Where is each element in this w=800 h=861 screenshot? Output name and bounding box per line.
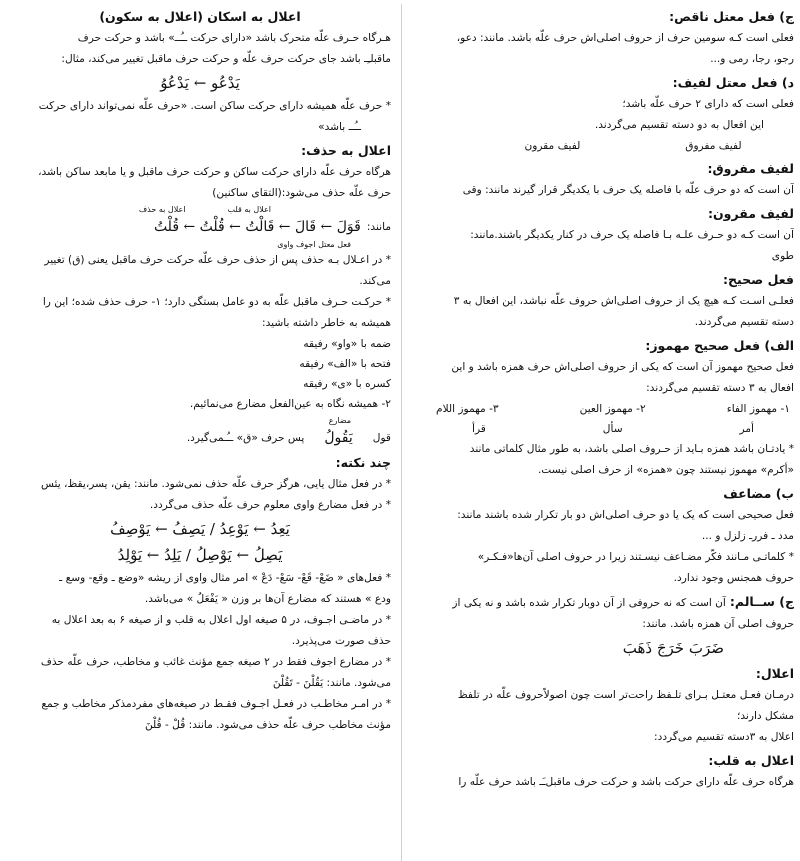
paragraph: فعلـی اسـت کـه هیچ یک از حروف اصلی‌اش حروف علّه نباشد، این افعال به ۳ bbox=[453, 295, 794, 307]
mahmuz-type: ۲- مهموز العین bbox=[579, 403, 646, 415]
paragraph: دسته تقسیم می‌گردند. bbox=[694, 316, 794, 328]
mahmuz-example: قرأ bbox=[472, 423, 486, 435]
paragraph: * در فعل مثال یایی، هرگز حرف علّه حذف نمی‌شود. مانند: یقن، یسر،یقظ، یئس bbox=[41, 478, 391, 490]
section-title-hazf: اعلال به حذف: bbox=[301, 143, 391, 158]
hazf-example-row bbox=[9, 215, 391, 239]
paragraph: * در فعل مضارع واوی معلوم حرف علّه حذف می‌گردد. bbox=[149, 499, 391, 511]
lafif-type: لفیف مفروق bbox=[685, 140, 742, 152]
qawl-text: پس حرف «ق» ــُـمی‌گیرد. bbox=[186, 432, 305, 444]
mahmuz-examples bbox=[412, 419, 794, 439]
hazf-example: قَوَلَ ← قَالَ ← قَالْتُ ← قُلْتُ ← قُلْتُ bbox=[153, 219, 361, 235]
right-column bbox=[402, 4, 794, 861]
paragraph: * در اعـلال بـه حذف پس از حذف حرف علّه حرکت حرف ماقبل یعنی (ق) تغییر bbox=[44, 254, 391, 266]
mahmuz-example: سأل bbox=[602, 423, 623, 435]
section-title-lafif: د) فعل معتل لفیف: bbox=[672, 75, 794, 90]
paragraph: درمـان فعـل معتـل بـرای تلـفظ راحت‌تر است چون اصولاًحروف علّه در تلفظ bbox=[457, 689, 794, 701]
qawl-arabic: يَقُولُ bbox=[324, 430, 353, 446]
paragraph: آن است کـه دو حـرف علـه بـا فاصله یک حرف در کنار یکدیگر باشند.مانند: bbox=[470, 229, 794, 241]
paragraph: ۲- همیشه نگاه به عین‌الفعل مضارع می‌نمائیم. bbox=[189, 398, 391, 410]
salim-examples: ضَرَبَ خَرَجَ ذَهَبَ bbox=[622, 639, 724, 657]
paragraph: مؤنث مخاطب حرف علّه حذف می‌شود. مانند: قُلْ - قُلْنَ bbox=[144, 719, 391, 731]
paragraph: «أکرم» مهموز نیستند چون «همزه» از حرف اصلی نیست. bbox=[537, 464, 794, 476]
lafif-type: لفیف مقرون bbox=[524, 140, 581, 152]
paragraph: این افعال به دو دسته تقسیم می‌گردند. bbox=[594, 119, 764, 131]
paragraph: حروف اصلی آن همزه باشد. مانند: bbox=[642, 618, 794, 630]
iskan-example: يَدْعُو ← يَدْعُوُ bbox=[160, 74, 240, 92]
hazf-caption: فعل معتل اجوف واوی bbox=[277, 240, 351, 249]
section-title-naqis: ج) فعل معتل ناقص: bbox=[669, 9, 794, 24]
note2-example: يَعِدُ ← يَوْعِدُ / يَصِفُ ← يَوْصِفُ bbox=[110, 520, 290, 538]
paragraph: اعلال به ۳دسته تقسیم می‌گردد: bbox=[654, 731, 794, 743]
mahmuz-types bbox=[412, 399, 794, 419]
paragraph: رجو، رجا، رمی و... bbox=[710, 53, 794, 65]
paragraph: حرف علّه حذف می‌شود:(التقای ساکنین) bbox=[212, 187, 391, 199]
paragraph: * یادتـان باشد همزه بـاید از حـروف اصلی باشد، به طور مثال کلماتی مانند bbox=[469, 443, 794, 455]
paragraph: فعل صحیح مهموز آن است که یکی از حروف اصلی‌اش حرف همزه باشد و این bbox=[451, 361, 794, 373]
section-title-mafruq: لفیف مفروق: bbox=[707, 161, 794, 176]
section-title-qalb: اعلال به قلب: bbox=[708, 753, 794, 768]
section-title-mudaaf: ب) مضاعف bbox=[723, 486, 794, 501]
paragraph: * فعل‌های « ضَعْ- قَعْ- سَعْ- دَعْ » امر مثال واوی از ریشه «وضع ـ وقع- وسع ـ bbox=[59, 572, 391, 584]
paragraph: * حرکـت حـرف ماقبل علّه به دو عامل بستگی دارد؛ ۱- حرف حذف شده؛ این را bbox=[42, 296, 391, 308]
note2-example: يَصِلُ ← يَوْصِلُ / يَلِدُ ← يَوْلِدُ bbox=[117, 546, 283, 564]
paragraph: * در ماضـی اجـوف، در ۵ صیغه اول اعلال به قلب و از صیغه ۶ به بعد اعلال به bbox=[51, 614, 391, 626]
hazf-label: اعلال به حذف bbox=[138, 205, 186, 214]
paragraph: فعل صحیحی است که یک یا دو حرف اصلی‌اش دو بار تکرار شده باشند مانند: bbox=[457, 509, 794, 521]
paragraph: هرگاه حرف علّه دارای حرکت ساکن و حرکت حرف ماقبل و یا مابعد ساکن باشد، bbox=[38, 166, 391, 178]
hazf-labels bbox=[9, 204, 391, 215]
mahmuz-type: ۳- مهموز اللام bbox=[436, 403, 499, 415]
paragraph: آن است که نه حروفی از آن دوبار تکرار شده باشد و نه یکی از bbox=[452, 597, 726, 609]
lafif-types bbox=[412, 136, 794, 156]
paragraph: * حرف علّه همیشه دارای حرکت ساکن است. «حرف علّه نمی‌تواند دارای حرکت bbox=[38, 100, 391, 112]
paragraph: ــُــ باشد» bbox=[318, 121, 361, 133]
paragraph: ماقبلـِـ باشد جای حرکت حرف علّه و حرکت حرف ماقبل تغییر می‌کند، مثال: bbox=[61, 53, 391, 65]
qawl-word: قول bbox=[372, 432, 391, 444]
paragraph: همیشه به خاطر داشته باشید: bbox=[262, 317, 391, 329]
paragraph: ودع » هستند که مضارع آن‌ها بر وزن « يَفْعَلُ » می‌باشد. bbox=[144, 593, 391, 605]
section-title-notes: چند نکته: bbox=[335, 455, 391, 470]
paragraph: مشکل دارند؛ bbox=[736, 710, 794, 722]
section-title-iskan: اعلال به اسکان (اعلال به سکون) bbox=[99, 9, 301, 24]
paragraph: افعال به ۳ دسته تقسیم می‌گردند: bbox=[646, 382, 794, 394]
haraka-rule: ضمه با «واو» رفیقه bbox=[303, 338, 391, 350]
section-title-ilal: اعلال: bbox=[755, 666, 794, 681]
section-title-salim: ج) ســالم: bbox=[729, 594, 794, 609]
haraka-rule: کسره با «ی» رفیقه bbox=[303, 378, 391, 390]
paragraph: حروف همجنس وجود ندارد. bbox=[673, 572, 794, 584]
section-title-mahmuz: الف) فعل صحیح مهموز: bbox=[645, 338, 794, 353]
paragraph: می‌شود. مانند: يَقُلْنَ - تَقُلْنَ bbox=[272, 677, 391, 689]
haraka-rule: فتحه با «الف» رفیقه bbox=[299, 358, 391, 370]
paragraph: * کلماتـی مـانند فکّر مضـاعف نیسـتند زیرا در حروف اصلی آن‌ها«فـکـر» bbox=[477, 551, 794, 563]
column-divider bbox=[401, 4, 402, 861]
section-title-maqrun: لفیف مقرون: bbox=[708, 206, 794, 221]
mahmuz-type: ۱- مهموز الفاء bbox=[726, 403, 790, 415]
paragraph: هرگاه حرف علّه دارای حرکت باشد و حرکت حرف ماقبل‌ـَـ باشد حرف علّه را bbox=[458, 776, 794, 788]
left-column bbox=[9, 4, 401, 861]
paragraph: مدد ـ فررـ زلزل و ... bbox=[701, 530, 794, 542]
paragraph: هـرگاه حـرف علّه متحرک باشد «دارای حرکت ــُــ» باشد و حرکت حرف bbox=[77, 32, 391, 44]
paragraph: می‌کند. bbox=[359, 275, 391, 287]
qawl-row bbox=[9, 426, 391, 450]
paragraph: طوی bbox=[771, 250, 794, 262]
paragraph: * در مضارع اجوف فقط در ۲ صیغه جمع مؤنث غائب و مخاطب، حرف علّه حذف bbox=[40, 656, 391, 668]
hazf-example-label: مانند: bbox=[366, 221, 391, 233]
paragraph: * در امـر مخاطـب در فعـل اجـوف فقـط در صیغه‌های مفردمذکر مخاطب و جمع bbox=[41, 698, 391, 710]
paragraph: آن است که دو حرف علّه با فاصله یک حرف با یکدیگر قرار گیرند مانند: وقی bbox=[462, 184, 794, 196]
paragraph: حذف صورت می‌پذیرد. bbox=[291, 635, 391, 647]
paragraph: فعلی است که دارای ۲ حرف علّه باشد؛ bbox=[622, 98, 794, 110]
section-title-sahih: فعل صحیح: bbox=[723, 272, 794, 287]
mahmuz-example: أمر bbox=[739, 423, 754, 435]
hazf-label: اعلال به قلب bbox=[227, 205, 271, 214]
mudari-label: مضارع bbox=[328, 416, 351, 425]
paragraph: فعلی است کـه سومین حرف از حروف اصلی‌اش حرف علّه باشد. مانند: دعو، bbox=[456, 32, 794, 44]
